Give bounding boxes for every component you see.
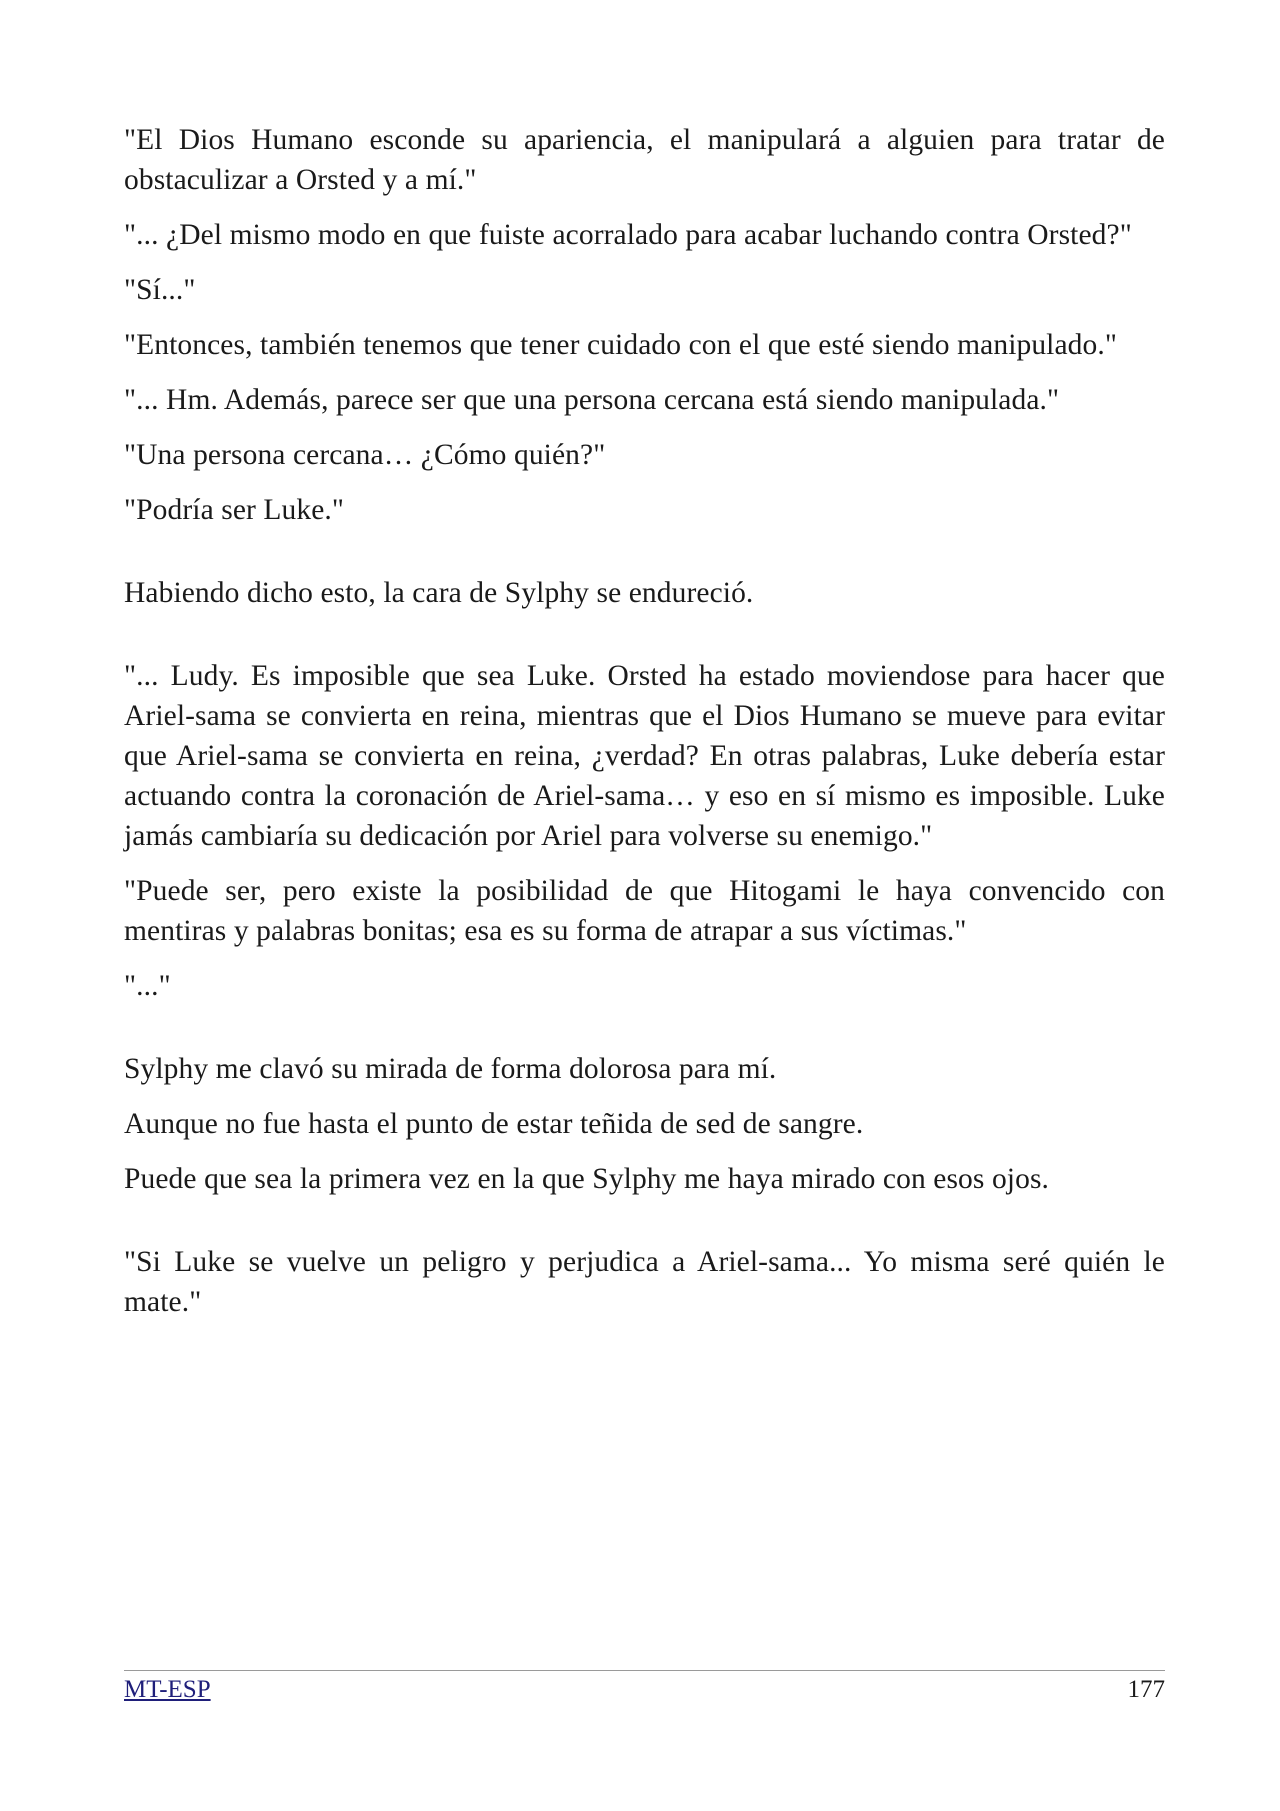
paragraph: "... Ludy. Es imposible que sea Luke. Orsted ha estado moviendose para hacer que Ariel-sama se convierta en reina, mientras que el Dios Humano se mueve para evitar que Ariel-sama se convierta en reina, ¿verdad? En otras palabras, Luke debería estar actuando contra la coronación de Ariel-sama… y eso en sí mismo es imposible. Luke jamás cambiaría su dedicación por Ariel para volverse su enemigo.": [124, 660, 1165, 852]
paragraph: "... Hm. Además, parece ser que una persona cercana está siendo manipulada.": [124, 384, 1060, 416]
paragraph: "Sí...": [124, 274, 196, 306]
paragraph: "... ¿Del mismo modo en que fuiste acorralado para acabar luchando contra Orsted?": [124, 219, 1132, 251]
body-text: [124, 120, 1165, 1337]
paragraph: Puede que sea la primera vez en la que Sylphy me haya mirado con esos ojos.: [124, 1163, 1049, 1195]
paragraph: "Entonces, también tenemos que tener cuidado con el que esté siendo manipulado.": [124, 329, 1117, 361]
page-footer: [124, 1670, 1165, 1705]
paragraph: "El Dios Humano esconde su apariencia, el manipulará a alguien para tratar de obstaculizar a Orsted y a mí.": [124, 124, 1165, 196]
paragraph: "...": [124, 970, 171, 1002]
paragraph: "Puede ser, pero existe la posibilidad de que Hitogami le haya convencido con mentiras y palabras bonitas; esa es su forma de atrapar a sus víctimas.": [124, 875, 1165, 947]
paragraph: "Podría ser Luke.": [124, 494, 345, 526]
paragraph: "Si Luke se vuelve un peligro y perjudica a Ariel-sama... Yo misma seré quién le mate.": [124, 1246, 1165, 1318]
paragraph: Habiendo dicho esto, la cara de Sylphy se endureció.: [124, 577, 754, 609]
paragraph: Aunque no fue hasta el punto de estar teñida de sed de sangre.: [124, 1108, 864, 1140]
page-number: 177: [1127, 1676, 1165, 1703]
paragraph: "Una persona cercana… ¿Cómo quién?": [124, 439, 606, 471]
footer-site-link[interactable]: MT-ESP: [124, 1676, 211, 1703]
paragraph: Sylphy me clavó su mirada de forma dolorosa para mí.: [124, 1053, 777, 1085]
